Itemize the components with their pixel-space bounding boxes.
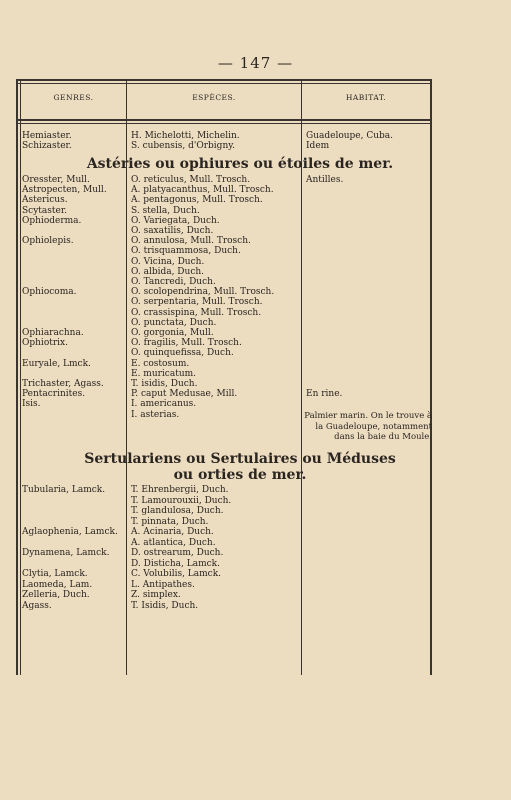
rows_section2-genre: Tubularia, Lamck. (22, 485, 106, 495)
rows_section1-genre: Ophiocoma. (22, 287, 77, 298)
rows_section1-espece: O. trisquammosa, Duch. (131, 246, 241, 257)
rows_section2-genre: Laomeda, Lam. (22, 579, 93, 590)
rows_top-espece: S. cubensis, d'Orbigny. (131, 141, 235, 151)
section-title-sertulariens-line2: ou orties de mer. (173, 467, 307, 483)
rows_section1-habitat: Antilles. (306, 175, 344, 185)
rows_top-genre: Schizaster. (22, 141, 72, 151)
rows_section1-genre: Ophiolepis. (22, 236, 74, 247)
right-border (430, 79, 432, 675)
rows_section1-genre: Isis. (22, 399, 41, 410)
rows_top-genre: Hemiaster. (22, 131, 72, 141)
rows_section1-genre: Scytaster. (22, 205, 68, 216)
top-rule-thin (16, 83, 432, 84)
header-especes: ESPÈCES. (192, 93, 236, 102)
rows_section1-espece: O. punctata, Duch. (131, 317, 217, 328)
rows_section2-espece: T. Isidis, Duch. (131, 600, 199, 611)
rows_top-habitat: Idem (306, 141, 330, 151)
rows_section2-espece: C. Volubilis, Lamck. (131, 569, 222, 579)
top-rule (16, 79, 432, 81)
rows_section1-genre: Ophiarachna. (22, 328, 84, 338)
rows_section1-espece: E. costosum. (131, 358, 190, 369)
rows_section2-espece: T. Ehrenbergii, Duch. (131, 485, 229, 495)
rows_section2-espece: T. pinnata, Duch. (131, 516, 209, 527)
rows_section2-genre: Aglaophenia, Lamck. (22, 527, 118, 537)
rows_section2-espece: T. glandulosa, Duch. (131, 506, 224, 516)
rows_section1-espece: O. crassispina, Mull. Trosch. (131, 307, 262, 318)
header-rule-thin (16, 123, 432, 124)
rows_section1-espece: O. Variegata, Duch. (131, 215, 220, 226)
rows_section1-espece: A. pentagonus, Mull. Trosch. (131, 195, 263, 206)
rows_section2-espece: Z. simplex. (131, 590, 181, 600)
rows_section2-genre: Clytia, Lamck. (22, 569, 88, 579)
header-genres: GENRES. (53, 93, 94, 102)
header-rule (16, 119, 432, 121)
rows_section1-genre: Pentacrinites. (22, 389, 86, 400)
rows_section1-espece: O. annulosa, Mull. Trosch. (131, 236, 251, 247)
habitat-note: Palmier marin. On le trouve à la Guadeloupe, notamment dans la baie du Moule. (304, 411, 432, 442)
section-title-sertulariens-line1: Sertulariens ou Sertulaires ou Méduses (84, 451, 396, 467)
rows_section1-espece: O. reticulus, Mull. Trosch. (131, 175, 251, 185)
rows_section1-genre: Euryale, Lmck. (22, 358, 91, 369)
rows_section2-espece: D. ostrearum, Duch. (131, 548, 224, 558)
rows_section1-espece: O. fragilis, Mull. Trosch. (131, 338, 242, 349)
rows_section1-genre: Astericus. (22, 195, 68, 206)
rows_section2-espece: A. atlantica, Duch. (131, 537, 216, 548)
rows_section1-genre: Ophioderma. (22, 215, 82, 226)
left-border (16, 79, 18, 675)
rows_section2-genre: Zelleria, Duch. (22, 590, 90, 600)
rows_section1-espece: O. albida, Duch. (131, 266, 205, 277)
rows_section1-habitat: En rine. (306, 389, 343, 400)
rows_section1-espece: O. scolopendrina, Mull. Trosch. (131, 287, 275, 298)
rows_section1-espece: O. Tancredi, Duch. (131, 277, 216, 287)
rows_section1-espece: O. gorgonia, Mull. (131, 328, 214, 338)
rows_top-habitat: Guadeloupe, Cuba. (306, 131, 394, 141)
page-number: — 147 — (217, 54, 294, 72)
rows_section2-genre: Agass. (22, 600, 52, 611)
rows_section2-espece: A. Acinaria, Duch. (131, 527, 214, 537)
rows_section1-espece: E. muricatum. (131, 368, 197, 379)
rows_section1-genre: Ophiotrix. (22, 338, 68, 349)
rows_section1-espece: A. platyacanthus, Mull. Trosch. (131, 185, 274, 196)
rows_section1-espece: O. saxatilis, Duch. (131, 226, 214, 236)
rows_section1-genre: Astropecten, Mull. (22, 185, 107, 196)
rows_section2-espece: L. Antipathes. (131, 579, 195, 590)
left-border-thin (20, 79, 21, 675)
header-habitat: HABITAT. (345, 93, 387, 102)
rows_section1-espece: P. caput Medusae, Mill. (131, 389, 238, 400)
rows_section2-espece: T. Lamourouxii, Duch. (131, 495, 232, 506)
rows_section1-espece: I. asterias. (131, 409, 180, 420)
section-title-asteries: Astéries ou ophiures ou étoiles de mer. (86, 156, 394, 172)
rows_section1-genre: Oresster, Mull. (22, 175, 90, 185)
rows_section1-espece: I. americanus. (131, 399, 197, 410)
rows_section2-genre: Dynamena, Lamck. (22, 548, 110, 558)
rows_section1-espece: T. isidis, Duch. (131, 379, 198, 389)
rows_section1-espece: O. serpentaria, Mull. Trosch. (131, 297, 263, 308)
rows_section2-espece: D. Disticha, Lamck. (131, 558, 220, 569)
rows_section1-genre: Trichaster, Agass. (22, 379, 104, 389)
rows_section1-espece: S. stella, Duch. (131, 205, 200, 216)
rows_section1-espece: O. quinquefissa, Duch. (131, 348, 234, 359)
rows_top-espece: H. Michelotti, Michelin. (131, 131, 240, 141)
rows_section1-espece: O. Vicina, Duch. (131, 256, 205, 267)
